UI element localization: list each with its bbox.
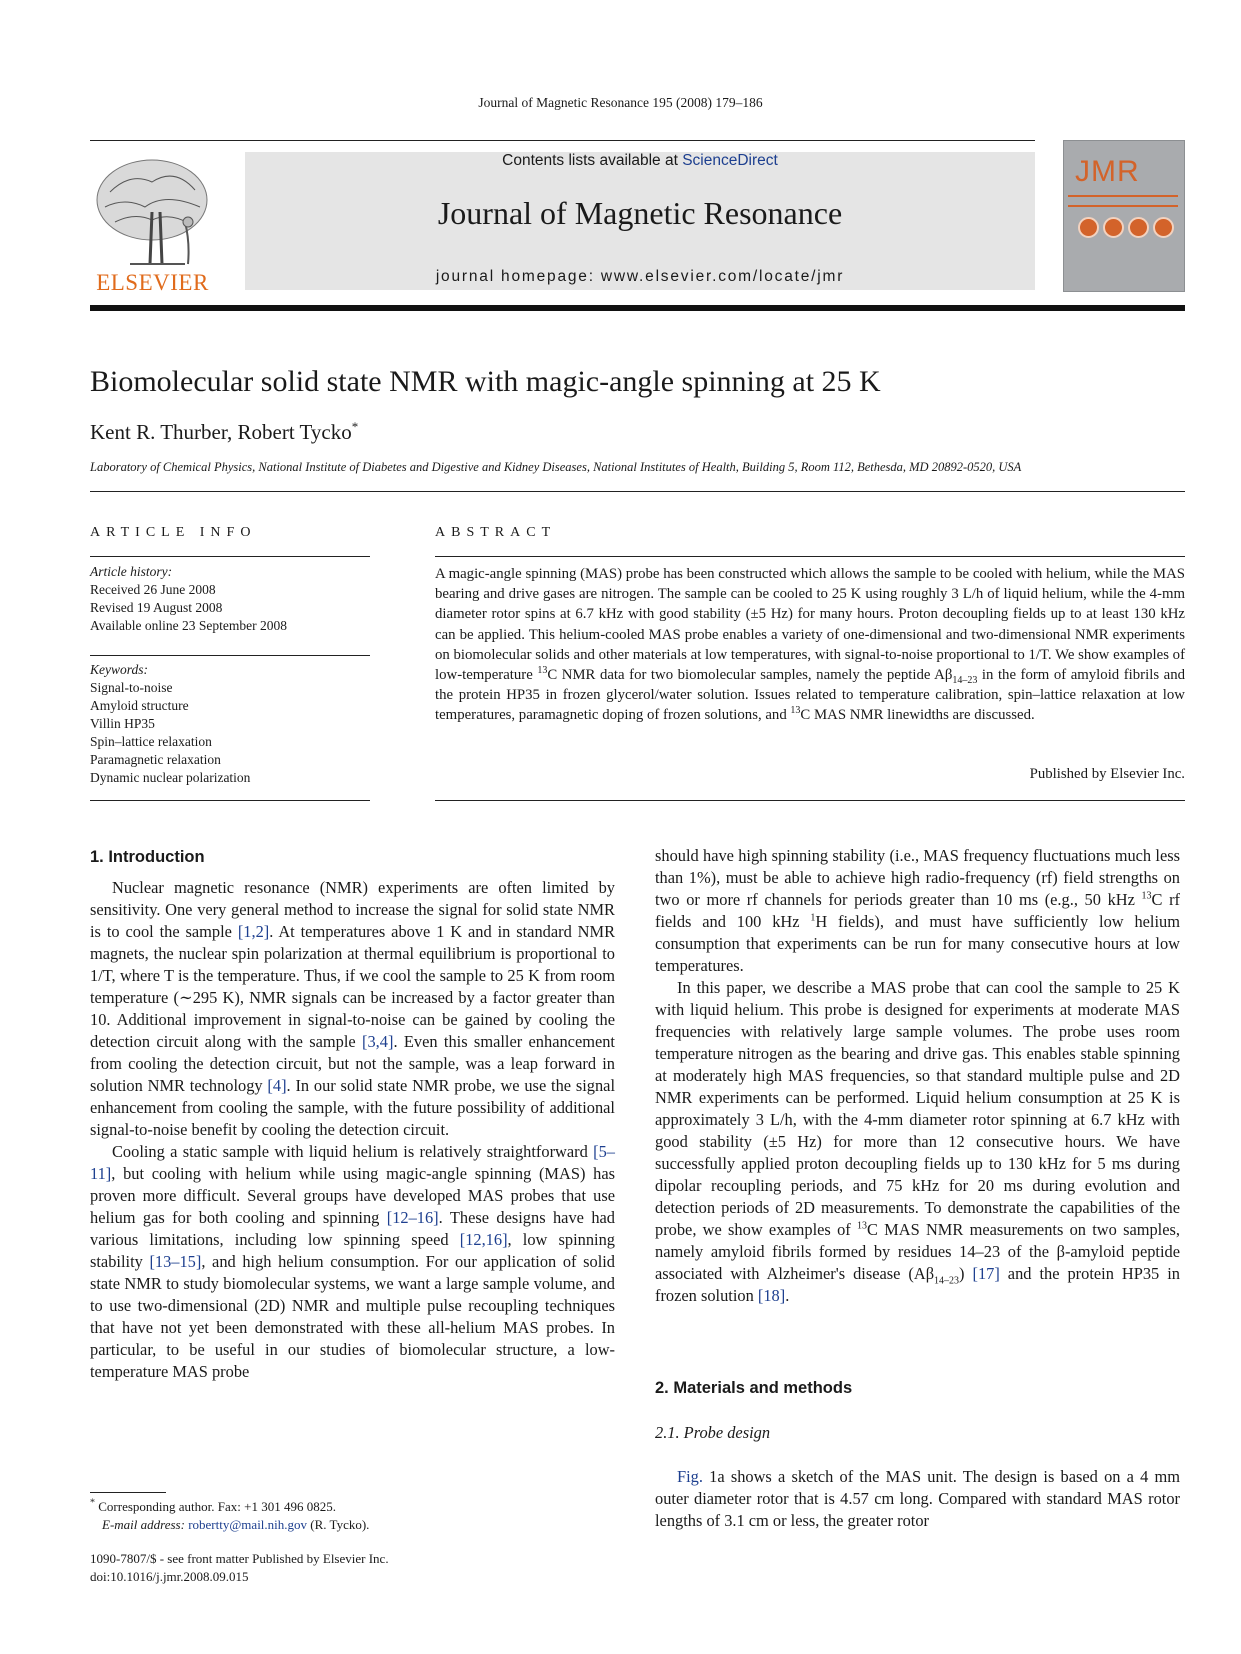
cover-figure-4 [1153,217,1174,238]
email-label: E-mail address: [102,1517,189,1532]
text: . Even this smaller enhancement from cooling the detection circuit, but not the sample, was a leap forward in solution NMR technology [90,1032,615,1095]
contents-prefix: Contents lists available at [502,152,683,169]
methods-column [655,1466,1180,1532]
intro-paragraph-2 [90,1141,615,1383]
text: C MAS NMR measurements on two samples, namely amyloid fibrils formed by residues 14–23 of the β-amyloid peptide associated with Alzheimer's disease (Aβ [655,1220,1180,1283]
abstract-part: A magic-angle spinning (MAS) probe has been constructed which allows the sample to be cooled with helium, while the MAS bearing and drive gases are nitrogen. The sample can be cooled to 25 K using roughly 3 L/h of liquid helium, while the 4-mm diameter rotor spins at 6.7 kHz with good stability (±5 Hz) for many hours. Proton decoupling fields up to at least 130 kHz can be applied. This helium-cooled MAS probe enables a variety of one-dimensional and two-dimensional NMR experiments on biomolecular solids and other materials at low temperatures, with signal-to-noise proportional to 1/T. We show examples of low-temperature [435,566,1185,684]
affiliation: Laboratory of Chemical Physics, National Institute of Diabetes and Digestive and Kidney Diseases, National Institutes of Health, Building 5, Room 112, Bethesda, MD 20892-0520, USA [90,460,1022,474]
text: . At temperatures above 1 K and in standard NMR magnets, the nuclear spin polarization at thermal equilibrium is proportional to 1/T, where T is the temperature. Thus, if we cool the sample to 25 K from room temperature (∼295 K), NMR signals can be increased by a factor greater than 10. Additional improvement in signal-to-noise can be gained by cooling the detection circuit along with the sample [90,922,615,1051]
header-thick-rule [90,305,1185,311]
corresponding-author-mark[interactable]: * [351,419,359,434]
keywords [90,661,370,787]
footer-copyright: 1090-7807/$ - see front matter Published by Elsevier Inc. [90,1551,389,1566]
keyword: Paramagnetic relaxation [90,752,221,767]
footer-doi[interactable]: doi:10.1016/j.jmr.2008.09.015 [90,1569,249,1584]
author-names: Kent R. Thurber, Robert Tycko [90,420,352,444]
citation-link[interactable]: [12–16] [386,1208,439,1227]
published-by: Published by Elsevier Inc. [1029,766,1185,782]
affiliation-rule [90,491,1185,492]
citation-link[interactable]: [1,2] [237,922,270,941]
citation-link[interactable]: [18] [757,1286,786,1305]
methods-paragraph-1 [655,1466,1180,1532]
keyword: Dynamic nuclear polarization [90,770,251,785]
article-info-rule [90,655,370,656]
abstract-rule [435,556,1185,557]
text: , low spinning stability [90,1230,616,1271]
text: . These designs have had various limitations, including low spinning speed [90,1208,615,1249]
text: In this paper, we describe a MAS probe that can cool the sample to 25 K with liquid helium. This probe is designed for experiments at moderate MAS frequencies with relatively large sample volumes. The probe uses room temperature nitrogen as the bearing and drive gas. This enables stable spinning at moderately high MAS frequencies, so that standard multiple pulse and 2D NMR experiments can be performed. Liquid helium consumption at 25 K is approximately 3 L/h, with the 4-mm diameter rotor spinning at 6.7 kHz with good stability (±5 Hz) for more than 12 consecutive hours. We have successfully applied proton decoupling fields up to 130 kHz for 5 ms during dipolar recoupling periods, and 75 kHz for 20 ms during evolution and detection periods of 2D measurements. To demonstrate the capabilities of the probe, we show examples of [655,978,1180,1239]
footnote-mark: * [90,1497,95,1509]
article-info-rule [90,556,370,557]
keywords-label: Keywords: [90,662,148,677]
article-history [90,563,370,635]
figure-link[interactable]: Fig. [677,1467,703,1486]
footer [90,1550,389,1586]
cover-figures [1078,217,1178,239]
email-link[interactable]: robertty@mail.nih.gov [188,1517,308,1532]
citation-link[interactable]: [5–11] [90,1142,615,1183]
text: C rf fields and 100 kHz [655,890,1180,931]
footnote-rule [90,1492,166,1493]
citation-link[interactable]: [12,16] [459,1230,508,1249]
intro-paragraph-3 [655,977,1180,1307]
superscript: 1 [810,912,816,924]
authors [90,420,358,445]
citation-link[interactable]: [13–15] [149,1252,202,1271]
text: H fields), and must have sufficiently low helium consumption that experiments can be run for many consecutive hours at low temperatures. [655,912,1180,975]
text: should have high spinning stability (i.e., MAS frequency fluctuations much less than 1%), must be able to achieve high radio-frequency (rf) field strengths on two or more rf channels for periods greater than 10 ms (e.g., 50 kHz [655,846,1180,909]
cover-stripe [1068,195,1178,197]
contents-line [245,152,1035,170]
text: , and high helium consumption. For our application of solid state NMR to study biomolecular systems, we want a large sample volume, and to use two-dimensional (2D) NMR and multiple pulse recoupling techniques that have not yet been demonstrated with these all-helium MAS probes. In particular, to be useful in our studies of biomolecular structure, a low-temperature MAS probe [90,1252,615,1381]
abstract-heading: ABSTRACT [435,525,557,540]
citation-link[interactable]: [17] [972,1264,1000,1283]
elsevier-wordmark[interactable]: ELSEVIER [96,270,209,295]
abstract-rule [435,800,1185,801]
abstract-part: C NMR data for two biomolecular samples, namely the peptide Aβ [547,667,953,684]
superscript: 13 [537,665,548,677]
superscript: 13 [856,1220,867,1232]
email-suffix: (R. Tycko). [307,1517,370,1532]
footnote [90,1498,615,1534]
right-column [655,845,1180,1307]
intro-paragraph-1 [90,877,615,1141]
running-head: Journal of Magnetic Resonance 195 (2008) 179–186 [478,95,763,110]
history-received: Received 26 June 2008 [90,582,216,597]
text: , but cooling with helium while using magic-angle spinning (MAS) has proven more difficult. Several groups have developed MAS probes that use helium gas for both cooling and spinning [90,1164,615,1227]
text: Nuclear magnetic resonance (NMR) experiments are often limited by sensitivity. One very general method to increase the signal for solid state NMR is to cool the sample [90,878,615,941]
history-label: Article history: [90,564,173,579]
history-revised: Revised 19 August 2008 [90,600,223,615]
article-info-rule [90,800,370,801]
cover-stripe [1068,205,1178,207]
cover-figure-3 [1128,217,1149,238]
text: 1a shows a sketch of the MAS unit. The design is based on a 4 mm outer diameter rotor that is 4.57 cm long. Compared with standard MAS rotor lengths of 3.1 cm or less, the greater rotor [655,1467,1180,1530]
cover-figure-2 [1103,217,1124,238]
introduction-heading: 1. Introduction [90,848,205,866]
keyword: Amyloid structure [90,698,189,713]
paper-title: Biomolecular solid state NMR with magic-angle spinning at 25 K [90,365,881,398]
text: ) [959,1264,973,1283]
text: and the protein HP35 in frozen solution [655,1264,1180,1305]
cover-figure-1 [1078,217,1099,238]
cover-jmr-label: JMR [1075,155,1140,188]
citation-link[interactable]: [4] [267,1076,287,1095]
text: . In our solid state NMR probe, we use the signal enhancement from cooling the sample, with the future possibility of additional signal-to-noise benefit by cooling the detection circuit. [90,1076,616,1139]
probe-design-heading: 2.1. Probe design [655,1423,771,1442]
footnote-email-line [90,1516,615,1534]
left-column [90,877,615,1383]
superscript: 13 [1141,890,1152,902]
subscript: 14–23 [934,1275,960,1287]
article-info-heading: ARTICLE INFO [90,525,257,540]
intro-paragraph-2-cont [655,845,1180,977]
superscript: 13 [790,705,801,717]
methods-heading: 2. Materials and methods [655,1379,853,1397]
journal-title: Journal of Magnetic Resonance [437,195,843,231]
text: Cooling a static sample with liquid helium is relatively straightforward [112,1142,594,1161]
text: . [785,1286,790,1305]
keyword: Villin HP35 [90,716,155,731]
keyword: Signal-to-noise [90,680,173,695]
header-rule [90,140,1035,141]
abstract-part: C MAS NMR linewidths are discussed. [800,707,1035,724]
abstract-text [435,564,1185,726]
footnote-text: Corresponding author. Fax: +1 301 496 0825. [95,1499,336,1514]
footnote-corresponding [90,1498,615,1516]
abstract-part: in the form of amyloid fibrils and the protein HP35 in frozen glycerol/water solution. Issues related to temperature calibration, spin–lattice relaxation at low temperatures, paramagnetic doping of frozen solutions, and [435,667,1185,724]
citation-link[interactable]: [3,4] [362,1032,394,1051]
sciencedirect-link[interactable]: ScienceDirect [682,152,778,169]
history-online: Available online 23 September 2008 [90,618,287,633]
journal-homepage[interactable]: journal homepage: www.elsevier.com/locate/jmr [435,268,845,285]
subscript: 14–23 [952,674,978,686]
keyword: Spin–lattice relaxation [90,734,212,749]
